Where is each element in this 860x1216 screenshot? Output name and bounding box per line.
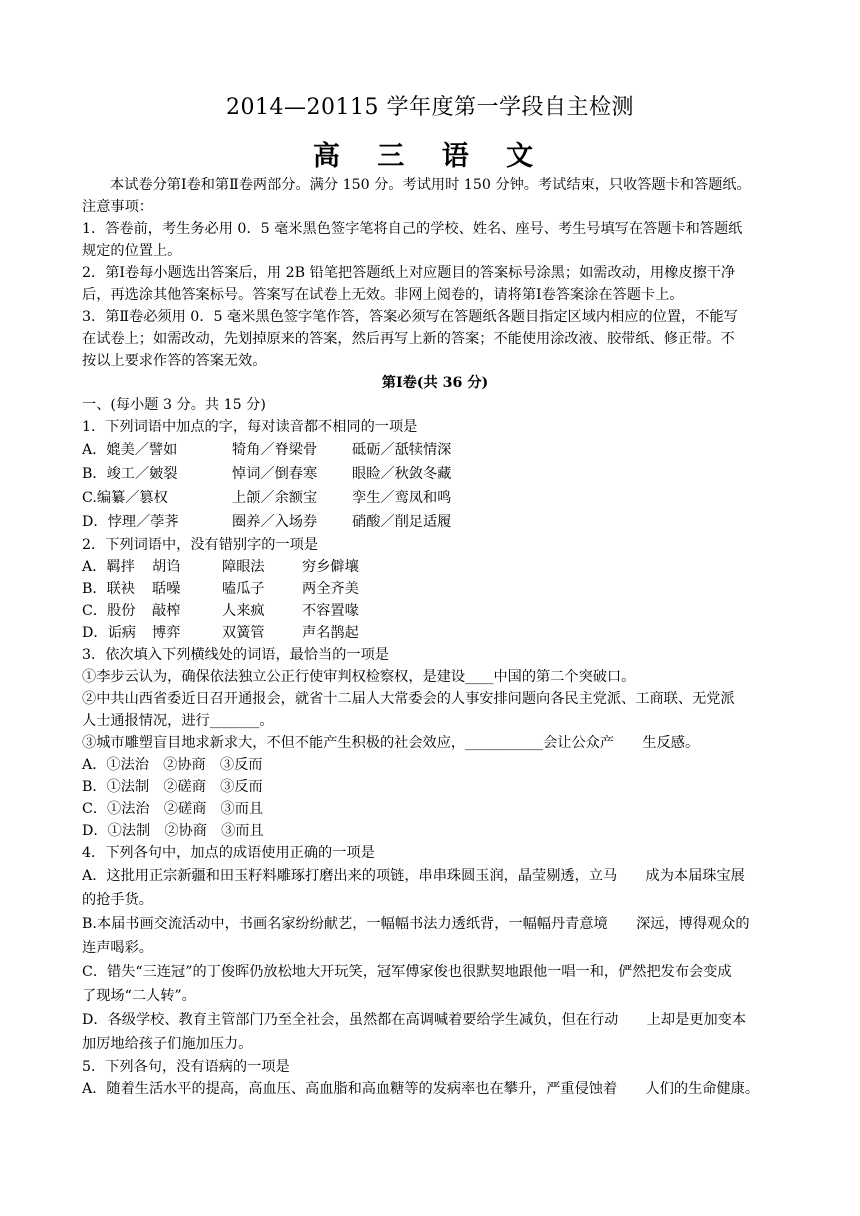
- subject-title: 高 三 语 文: [312, 141, 548, 172]
- q4-line: 连声喝彩。: [82, 940, 153, 956]
- q4-line: C．错失“三连冠”的丁俊晖仍放松地大开玩笑，冠军傅家俊也很默契地跟他一唱一和，俨然把发布会变成: [82, 964, 732, 980]
- question-1-stem: 1．下列词语中加点的字，每对读音都不相同的一项是: [82, 419, 418, 435]
- q3-option: C．①法治 ②磋商 ③而且: [82, 801, 264, 817]
- question-3-stem: 3．依次填入下列横线处的词语，最恰当的一项是: [82, 647, 389, 663]
- q4-line: D．各级学校、教育主管部门乃至全社会，虽然都在高调喊着要给学生减负，但在行动 上却是更加变本: [82, 1012, 747, 1028]
- q1-option-d: D．悖理／荸荠 圈养／入场券 硝酸／削足适履: [82, 514, 452, 530]
- intro-line: 后，再选涂其他答案标号。答案写在试卷上无效。非网上阅卷的，请将第Ⅰ卷答案涂在答题卡上。: [82, 287, 684, 303]
- question-2-stem: 2．下列词语中，没有错别字的一项是: [82, 537, 319, 553]
- q3-line: ③城市雕塑盲目地求新求大，不但不能产生积极的社会效应，___________会让公众产 生反感。: [82, 735, 700, 751]
- q1-option-c: C.编纂／篡权 上颌／余额宝 孪生／鸾凤和鸣: [82, 490, 452, 506]
- q2-option-d: D．诟病 博弈 双簧管 声名鹊起: [82, 625, 359, 641]
- intro-line: 3．第Ⅱ卷必须用 0．5 毫米黑色签字笔作答，答案必须写在答题纸各题目指定区域内相应的位置，不能写: [82, 309, 738, 325]
- q3-line: ①李步云认为，确保依法独立公正行使审判权检察权，是建设____中国的第二个突破口。: [82, 669, 636, 685]
- exam-title: 2014—20115 学年度第一学段自主检测: [226, 95, 634, 120]
- intro-line: 按以上要求作答的答案无效。: [82, 353, 267, 369]
- section-title: 第Ⅰ卷(共 36 分): [381, 375, 489, 391]
- q5-line: A．随着生活水平的提高，高血压、高血脂和高血糖等的发病率也在攀升，严重侵蚀着 人们的生命健康。: [82, 1081, 760, 1097]
- intro-line: 1．答卷前，考生务必用 0．5 毫米黑色签字笔将自己的学校、姓名、座号、考生号填写在答题卡和答题纸: [82, 221, 743, 237]
- q4-line: B.本届书画交流活动中，书画名家纷纷献艺，一幅幅书法力透纸背，一幅幅丹青意境 深远，博得观众的: [82, 916, 750, 932]
- q3-option: B．①法制 ②磋商 ③反而: [82, 779, 263, 795]
- q3-option: A．①法治 ②协商 ③反而: [82, 757, 263, 773]
- q1-option-b: B．竣工／皴裂 悼词／倒春寒 眼睑／秋敛冬藏: [82, 466, 452, 482]
- intro-line: 注意事项：: [82, 199, 153, 215]
- intro-line: 规定的位置上。: [82, 243, 182, 259]
- q3-option: D．①法制 ②协商 ③而且: [82, 823, 264, 839]
- question-5-stem: 5．下列各句，没有语病的一项是: [82, 1059, 290, 1075]
- q2-option-b: B．联袂 聒噪 嗑瓜子 两全齐美: [82, 581, 359, 597]
- q4-line: 的抢手货。: [82, 892, 153, 908]
- q3-line: ②中共山西省委近日召开通报会，就省十二届人大常委会的人事安排问题向各民主党派、工商联、无党派: [82, 691, 735, 707]
- q1-option-a: A．媲美／譬如 犄角／脊梁骨 砥砺／舐犊情深: [82, 442, 452, 458]
- part-heading: 一、(每小题 3 分。共 15 分): [82, 397, 266, 413]
- q4-line: 加厉地给孩子们施加压力。: [82, 1036, 253, 1052]
- q4-line: 了现场“二人转”。: [82, 988, 196, 1004]
- question-4-stem: 4．下列各句中，加点的成语使用正确的一项是: [82, 845, 375, 861]
- intro-line: 2．第Ⅰ卷每小题选出答案后，用 2B 铅笔把答题纸上对应题目的答案标号涂黑；如需改动，用橡皮擦干净: [82, 265, 736, 281]
- q2-option-a: A．羁拌 胡诌 障眼法 穷乡僻壤: [82, 559, 359, 575]
- q3-line: 人士通报情况，进行_______。: [82, 713, 274, 729]
- q4-line: A．这批用正宗新疆和田玉籽料雕琢打磨出来的项链，串串珠圆玉润，晶莹剔透，立马 成为本届珠宝展: [82, 868, 745, 884]
- intro-line: 在试卷上；如需改动，先划掉原来的答案，然后再写上新的答案；不能使用涂改液、胶带纸、修正带。不: [82, 331, 735, 347]
- q2-option-c: C．股份 敲榨 人来疯 不容置喙: [82, 603, 359, 619]
- exam-body: [82, 174, 788, 1100]
- intro-line: 本试卷分第Ⅰ卷和第Ⅱ卷两部分。满分 150 分。考试用时 150 分钟。考试结束，只收答题卡和答题纸。: [110, 177, 751, 193]
